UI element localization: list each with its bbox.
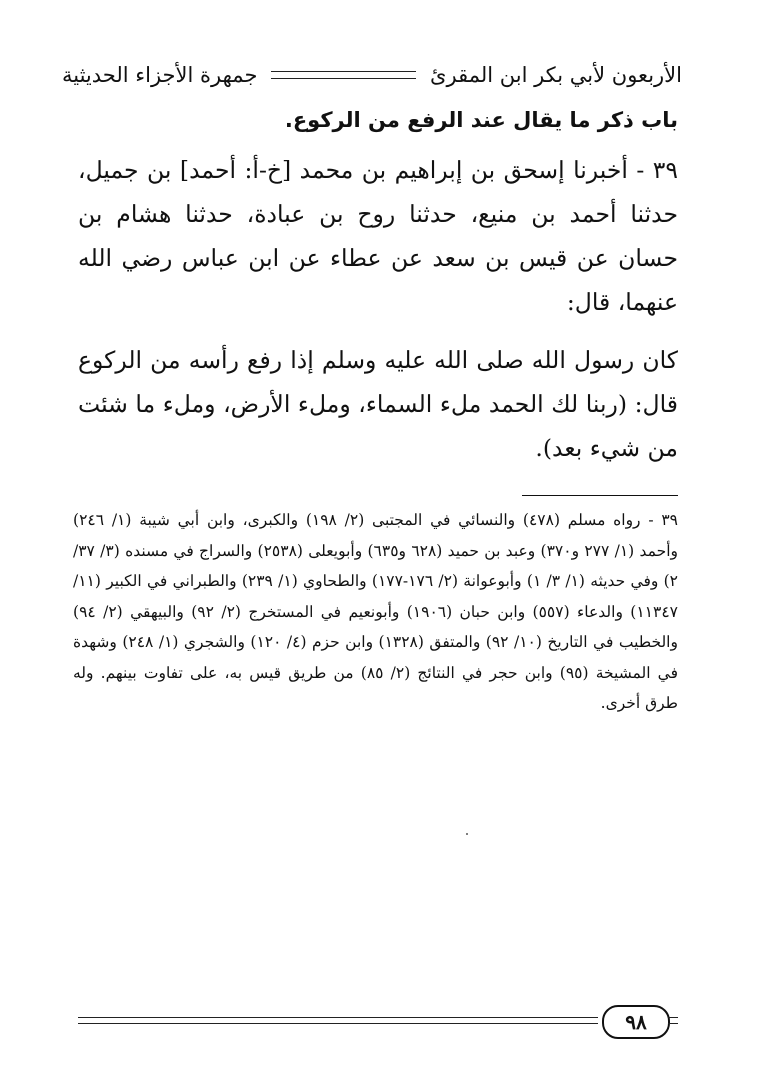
- series-title: جمهرة الأجزاء الحديثية: [62, 63, 258, 87]
- footer-rule-left: [78, 1017, 598, 1024]
- footnote-separator: [522, 495, 678, 496]
- footer-rule-right: [668, 1017, 678, 1024]
- page-number: ٩٨: [625, 1010, 647, 1034]
- hadith-text: [78, 148, 678, 470]
- page-number-badge: [602, 1005, 670, 1039]
- running-header: [62, 55, 682, 95]
- header-rule: [271, 71, 416, 79]
- page-footer: [78, 1005, 678, 1039]
- page-speck: [466, 833, 468, 835]
- hadith-isnad: ٣٩ - أخبرنا إسحق بن إبراهيم بن محمد [خ-أ: أحمد] بن جميل، حدثنا أحمد بن منيع، حدثنا روح بن عبادة، حدثنا هشام بن حسان عن قيس بن سعد عن عطاء عن ابن عباس رضي الله عنهما، قال:: [78, 156, 678, 316]
- chapter-heading: باب ذكر ما يقال عند الرفع من الركوع.: [284, 108, 678, 132]
- hadith-matn: كان رسول الله صلى الله عليه وسلم إذا رفع رأسه من الركوع قال: (ربنا لك الحمد ملء السماء، وملء الأرض، وملء ما شئت من شيء بعد).: [78, 346, 678, 462]
- book-title: الأربعون لأبي بكر ابن المقرئ: [430, 63, 682, 87]
- footnote-text: ٣٩ - رواه مسلم (٤٧٨) والنسائي في المجتبى (٢/ ١٩٨) والكبرى، وابن أبي شيبة (١/ ٢٤٦) وأحمد (١/ ٢٧٧ و٣٧٠) وعبد بن حميد (٦٢٨ و٦٣٥) وأبويعلى (٢٥٣٨) والسراج في مسنده (٣/ ٣٧/ ٢) وفي حديثه (١/ ٣/ ١) وأبوعوانة (٢/ ١٧٦-١٧٧) والطحاوي (١/ ٢٣٩) والطبراني في الكبير (١١/ ١١٣٤٧) والدعاء (٥٥٧) وابن حبان (١٩٠٦) وأبونعيم في المستخرج (٢/ ٩٢) والبيهقي (٢/ ٩٤) والخطيب في التاريخ (١٠/ ٩٢) والمتفق (١٣٢٨) وابن حزم (٤/ ١٢٠) والشجري (١/ ٢٤٨) وشهدة في المشيخة (٩٥) وابن حجر في النتائج (٢/ ٨٥) من طريق قيس به، على تفاوت بينهم. وله طرق أخرى.: [73, 511, 679, 712]
- footnote: [73, 505, 678, 719]
